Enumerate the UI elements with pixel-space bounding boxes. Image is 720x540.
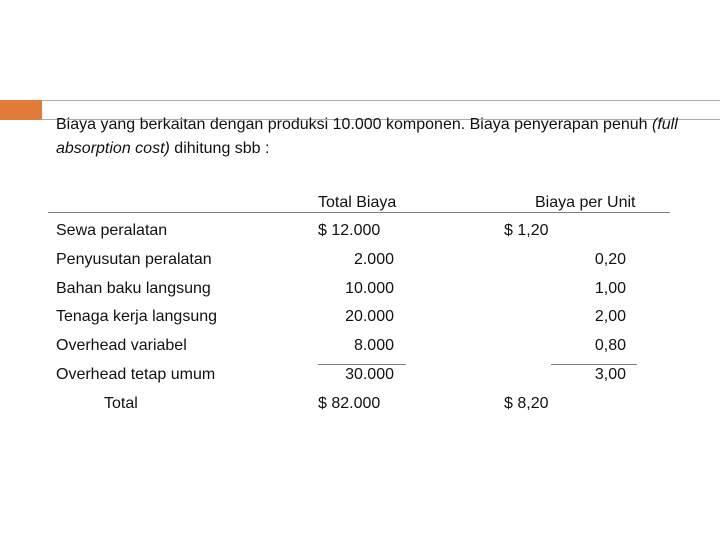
- cell-unit-penyusutan-peralatan: 0,20: [594, 251, 626, 268]
- row-label-overhead-variabel: Overhead variabel: [56, 337, 187, 354]
- row-label-sewa-peralatan: Sewa peralatan: [56, 222, 168, 239]
- row-label-tenaga-kerja-langsung: Tenaga kerja langsung: [56, 308, 218, 325]
- intro-text-part2: dihitung sbb :: [169, 140, 270, 157]
- intro-paragraph: [56, 113, 696, 161]
- accent-block: [0, 100, 42, 120]
- cell-unit-overhead-tetap-umum: 3,00: [594, 366, 626, 383]
- cell-unit-overhead-variabel: 0,80: [594, 337, 626, 354]
- row-label-total: Total: [104, 395, 138, 412]
- row-label-overhead-tetap-umum: Overhead tetap umum: [56, 366, 216, 383]
- header-biaya-per-unit: Biaya per Unit: [535, 194, 636, 211]
- intro-text-part1: Biaya yang berkaitan dengan produksi 10.000 komponen. Biaya penyerapan penuh: [56, 116, 652, 133]
- cell-total-tenaga-kerja-langsung: 20.000: [345, 308, 394, 325]
- cell-total-penyusutan-peralatan: 2.000: [353, 251, 394, 268]
- row-label-bahan-baku-langsung: Bahan baku langsung: [56, 280, 211, 297]
- cell-total-total: $ 82.000: [318, 395, 381, 412]
- intro-text-italic: (full absorption cost): [56, 116, 678, 157]
- cell-total-overhead-variabel: 8.000: [353, 337, 394, 354]
- cell-total-overhead-tetap-umum: 30.000: [345, 366, 394, 383]
- row-label-penyusutan-peralatan: Penyusutan peralatan: [56, 251, 212, 268]
- cell-total-sewa-peralatan: $ 12.000: [318, 222, 381, 239]
- cell-unit-total: $ 8,20: [504, 395, 549, 412]
- cell-unit-sewa-peralatan: $ 1,20: [504, 222, 549, 239]
- table-header-rule: [48, 212, 670, 213]
- cell-unit-tenaga-kerja-langsung: 2,00: [594, 308, 626, 325]
- sum-line-per-unit: [551, 364, 637, 365]
- sum-line-total: [318, 364, 406, 365]
- header-total-biaya: Total Biaya: [318, 194, 397, 211]
- cell-total-bahan-baku-langsung: 10.000: [345, 280, 394, 297]
- cell-unit-bahan-baku-langsung: 1,00: [594, 280, 626, 297]
